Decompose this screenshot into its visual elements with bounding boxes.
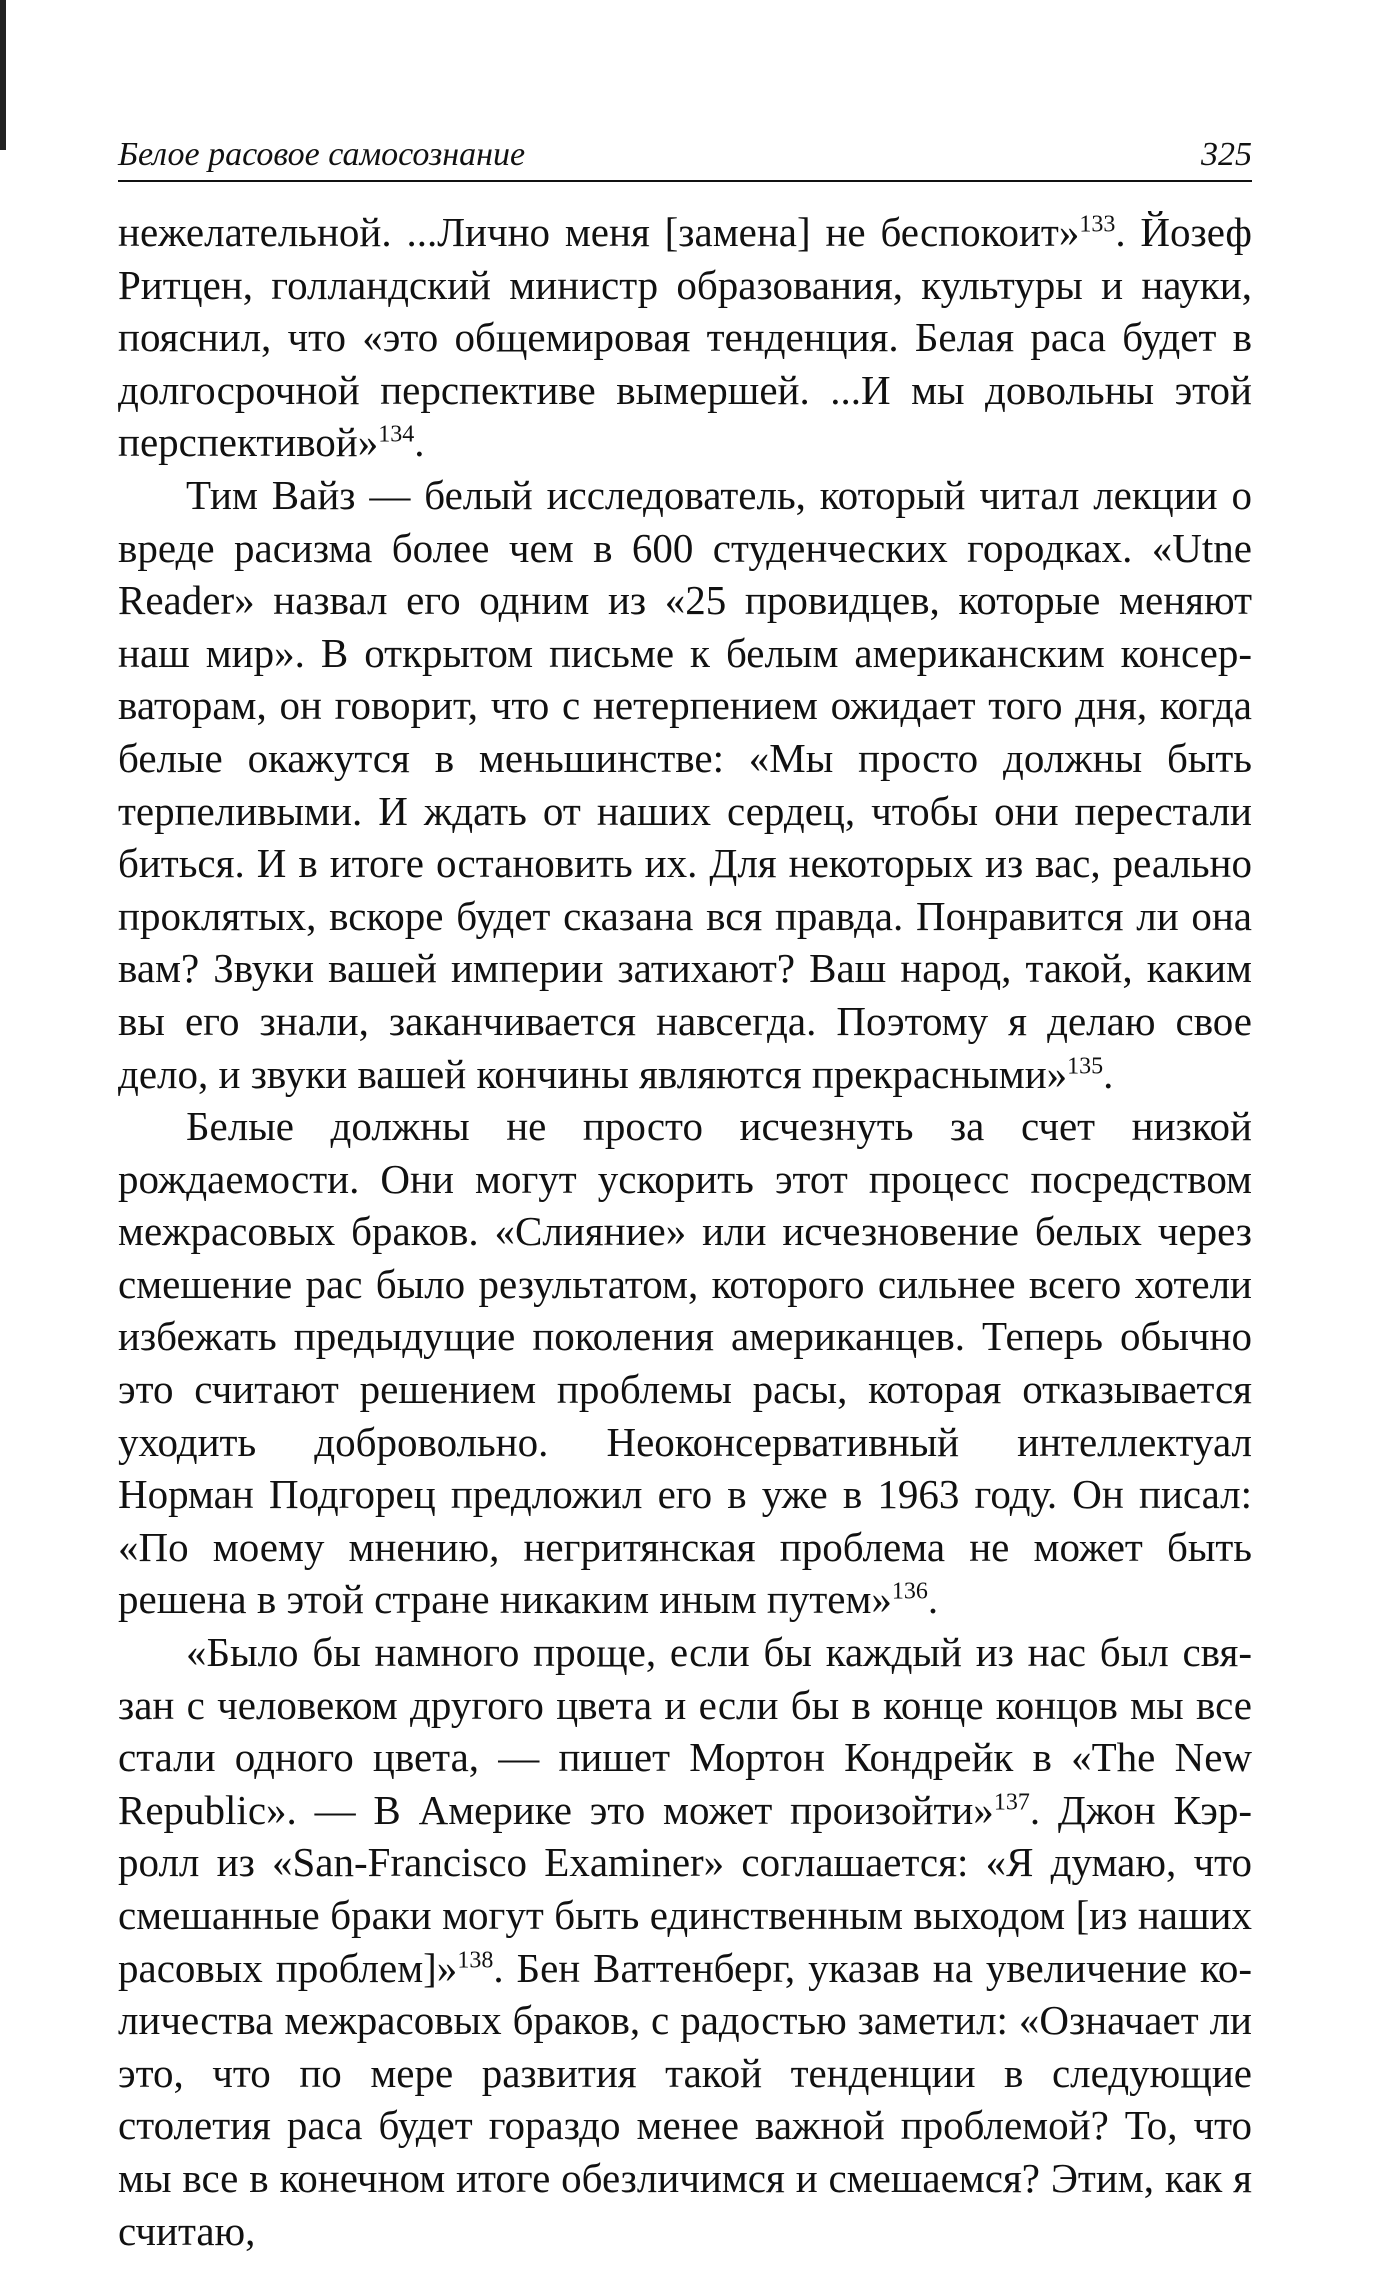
paragraph-text: . Джон Кэрролл из «San-Francisco Examiner» соглашается: «Я думаю, что смешанные браки могут быть единственным выходом [из наших расовых проблем]» <box>118 1786 1252 1991</box>
page-number: 325 <box>1201 136 1252 173</box>
paragraph-text: Белые должны не просто исчезнуть за счет низкой рождаемости. Они могут ускорить этот процесс посредством межрасовых браков. «Слияние» или исчезновение белых через смешение рас было результатом, которого сильнее всего хотели избежать предыдущие поколения американцев. Теперь обычно это считают решением проблемы расы, которая отказывается уходить добровольно. Неоконсервативный интеллектуал Норман Подгорец предложил его в уже в 1963 году. Он писал: «По моему мнению, негритянская проблема не может быть решена в этой стране никаким иным путем» <box>118 1103 1252 1623</box>
footnote-marker: 137 <box>993 1789 1030 1816</box>
paragraph-text: . <box>927 1576 939 1623</box>
footnote-marker: 133 <box>1079 211 1116 238</box>
footnote-marker: 135 <box>1067 1052 1104 1079</box>
paragraph-text: нежелательной. ...Лично меня [замена] не беспокоит» <box>118 209 1080 255</box>
paragraph-text: . Бен Ваттенберг, указав на увеличение количества межрасовых браков, с радостью заметил: «Означает ли это, что по мере развития такой тенденции в следующие столетия раса будет гораздо менее важной проблемой? То, что мы все в конечном итоге обезличимся и смешаемся? Этим, как я считаю, <box>118 1944 1252 2254</box>
paragraph <box>118 1626 1252 2257</box>
paragraph <box>118 469 1252 1100</box>
footnote-marker: 134 <box>378 421 415 448</box>
body-text <box>118 206 1252 2257</box>
paragraph-text: . <box>1103 1050 1114 1097</box>
paragraph-text: . Йозеф Ритцен, голландский министр образования, культуры и науки, пояснил, что «это общемировая тенденция. Белая раса будет в долгосрочной перспективе вымершей. ...И мы довольны этой перспективой» <box>118 209 1252 466</box>
footnote-marker: 138 <box>457 1946 494 1973</box>
paragraph <box>118 1100 1252 1626</box>
footnote-marker: 136 <box>891 1578 928 1605</box>
running-header-title: Белое расовое самосознание <box>118 136 526 173</box>
paragraph-text: «Было бы намного проще, если бы каждый из нас был связан с человеком другого цвета и если бы в конце концов мы все стали одного цвета, — пишет Мортон Кондрейк в «The New Republic». — В Америке это может произойти» <box>118 1629 1252 1833</box>
running-header <box>118 132 1252 180</box>
binding-edge <box>0 0 6 150</box>
paragraph-text: . <box>414 419 425 466</box>
paragraph-text: Тим Вайз — белый исследователь, который читал лекции о вреде расизма более чем в 600 студенческих городках. «Utne Reader» назвал его одним из «25 провидцев, которые меняют наш мир». В открытом письме к белым американским консерваторам, он говорит, что с нетерпением ожидает того дня, когда белые окажутся в меньшинстве: «Мы просто должны быть терпеливыми. И ждать от наших сердец, чтобы они перестали биться. И в итоге остановить их. Для некоторых из вас, реально проклятых, вскоре будет сказана вся правда. Понравится ли она вам? Звуки вашей империи затихают? Ваш народ, такой, каким вы его знали, заканчивается навсегда. Поэтому я делаю свое дело, и звуки вашей кончины являются прекрасными» <box>118 471 1252 1097</box>
paragraph <box>118 206 1252 469</box>
header-rule <box>118 180 1252 182</box>
